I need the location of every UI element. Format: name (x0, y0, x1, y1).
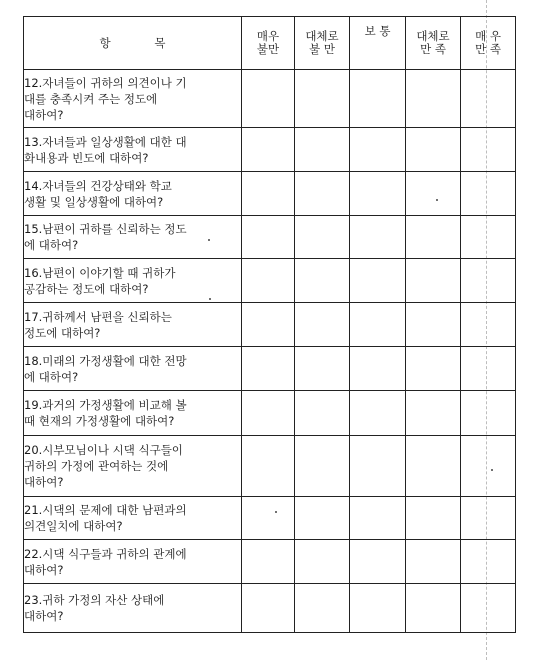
answer-cell-satisfied[interactable] (406, 347, 461, 391)
answer-cell-very-satisfied[interactable] (461, 436, 516, 497)
question-text: 14.자녀들의 건강상태와 학교 생활 및 일상생활에 대하여? (24, 172, 242, 216)
answer-cell-dissatisfied[interactable] (295, 172, 350, 216)
answer-cell-very-satisfied[interactable] (461, 347, 516, 391)
answer-cell-neutral[interactable] (350, 259, 406, 303)
question-text: 15.남편이 귀하를 신뢰하는 정도 에 대하여? (24, 216, 242, 259)
answer-cell-dissatisfied[interactable] (295, 128, 350, 172)
scan-speck (491, 469, 493, 471)
answer-cell-neutral[interactable] (350, 497, 406, 540)
scan-speck (275, 511, 277, 513)
answer-cell-very-dissatisfied[interactable] (242, 303, 295, 347)
question-text: 18.미래의 가정생활에 대한 전망 에 대하여? (24, 347, 242, 391)
answer-cell-neutral[interactable] (350, 391, 406, 436)
scan-speck (208, 239, 210, 241)
survey-row (24, 303, 516, 347)
option-header-very-dissatisfied: 매우 불만 (242, 17, 295, 70)
answer-cell-very-satisfied[interactable] (461, 391, 516, 436)
answer-cell-dissatisfied[interactable] (295, 347, 350, 391)
survey-row (24, 584, 516, 633)
question-text: 12.자녀들이 귀하의 의견이나 기 대를 충족시켜 주는 정도에 대하여? (24, 70, 242, 128)
survey-row (24, 540, 516, 584)
question-text: 19.과거의 가정생활에 비교해 볼 때 현재의 가정생활에 대하여? (24, 391, 242, 436)
answer-cell-neutral[interactable] (350, 347, 406, 391)
answer-cell-very-satisfied[interactable] (461, 172, 516, 216)
scan-speck (209, 298, 211, 300)
answer-cell-very-dissatisfied[interactable] (242, 391, 295, 436)
survey-row (24, 128, 516, 172)
question-text: 20.시부모님이나 시댁 식구들이 귀하의 가정에 관여하는 것에 대하여? (24, 436, 242, 497)
answer-cell-satisfied[interactable] (406, 128, 461, 172)
answer-cell-dissatisfied[interactable] (295, 259, 350, 303)
answer-cell-very-dissatisfied[interactable] (242, 540, 295, 584)
answer-cell-very-dissatisfied[interactable] (242, 259, 295, 303)
survey-row (24, 259, 516, 303)
satisfaction-survey-table (23, 16, 516, 633)
question-text: 17.귀하께서 남편을 신뢰하는 정도에 대하여? (24, 303, 242, 347)
answer-cell-dissatisfied[interactable] (295, 70, 350, 128)
answer-cell-dissatisfied[interactable] (295, 216, 350, 259)
option-header-satisfied: 대체로 만 족 (406, 17, 461, 70)
answer-cell-very-satisfied[interactable] (461, 128, 516, 172)
answer-cell-neutral[interactable] (350, 540, 406, 584)
option-header-neutral: 보 통 (350, 17, 406, 70)
question-text: 21.시댁의 문제에 대한 남편과의 의견일치에 대하여? (24, 497, 242, 540)
survey-row (24, 216, 516, 259)
answer-cell-very-dissatisfied[interactable] (242, 584, 295, 633)
answer-cell-satisfied[interactable] (406, 391, 461, 436)
survey-row (24, 497, 516, 540)
answer-cell-very-satisfied[interactable] (461, 497, 516, 540)
answer-cell-very-dissatisfied[interactable] (242, 436, 295, 497)
answer-cell-satisfied[interactable] (406, 540, 461, 584)
option-header-very-satisfied: 매 우 만 족 (461, 17, 516, 70)
answer-cell-satisfied[interactable] (406, 216, 461, 259)
answer-cell-satisfied[interactable] (406, 497, 461, 540)
answer-cell-dissatisfied[interactable] (295, 584, 350, 633)
question-text: 22.시댁 식구들과 귀하의 관계에 대하여? (24, 540, 242, 584)
answer-cell-very-satisfied[interactable] (461, 584, 516, 633)
answer-cell-very-satisfied[interactable] (461, 259, 516, 303)
answer-cell-satisfied[interactable] (406, 436, 461, 497)
answer-cell-neutral[interactable] (350, 436, 406, 497)
survey-row (24, 70, 516, 128)
scan-speck (436, 199, 438, 201)
answer-cell-very-dissatisfied[interactable] (242, 172, 295, 216)
survey-body (24, 70, 516, 633)
answer-cell-satisfied[interactable] (406, 70, 461, 128)
question-text: 16.남편이 이야기할 때 귀하가 공감하는 정도에 대하여? (24, 259, 242, 303)
survey-row (24, 391, 516, 436)
survey-row (24, 172, 516, 216)
answer-cell-very-satisfied[interactable] (461, 540, 516, 584)
answer-cell-neutral[interactable] (350, 216, 406, 259)
table-header-row (24, 17, 516, 70)
answer-cell-very-dissatisfied[interactable] (242, 347, 295, 391)
answer-cell-dissatisfied[interactable] (295, 436, 350, 497)
question-text: 13.자녀들과 일상생활에 대한 대 화내용과 빈도에 대하여? (24, 128, 242, 172)
answer-cell-satisfied[interactable] (406, 172, 461, 216)
answer-cell-very-dissatisfied[interactable] (242, 216, 295, 259)
answer-cell-very-satisfied[interactable] (461, 70, 516, 128)
answer-cell-satisfied[interactable] (406, 584, 461, 633)
answer-cell-neutral[interactable] (350, 70, 406, 128)
item-column-header (24, 17, 242, 70)
option-header-dissatisfied: 대체로 불 만 (295, 17, 350, 70)
answer-cell-very-dissatisfied[interactable] (242, 497, 295, 540)
answer-cell-neutral[interactable] (350, 128, 406, 172)
answer-cell-satisfied[interactable] (406, 259, 461, 303)
answer-cell-satisfied[interactable] (406, 303, 461, 347)
answer-cell-neutral[interactable] (350, 584, 406, 633)
answer-cell-very-dissatisfied[interactable] (242, 128, 295, 172)
answer-cell-very-dissatisfied[interactable] (242, 70, 295, 128)
answer-cell-dissatisfied[interactable] (295, 540, 350, 584)
answer-cell-very-satisfied[interactable] (461, 303, 516, 347)
answer-cell-neutral[interactable] (350, 172, 406, 216)
answer-cell-dissatisfied[interactable] (295, 391, 350, 436)
answer-cell-very-satisfied[interactable] (461, 216, 516, 259)
survey-row (24, 347, 516, 391)
answer-cell-dissatisfied[interactable] (295, 497, 350, 540)
answer-cell-dissatisfied[interactable] (295, 303, 350, 347)
survey-row (24, 436, 516, 497)
question-text: 23.귀하 가정의 자산 상태에 대하여? (24, 584, 242, 633)
item-column-label: 항 목 (99, 35, 166, 50)
answer-cell-neutral[interactable] (350, 303, 406, 347)
